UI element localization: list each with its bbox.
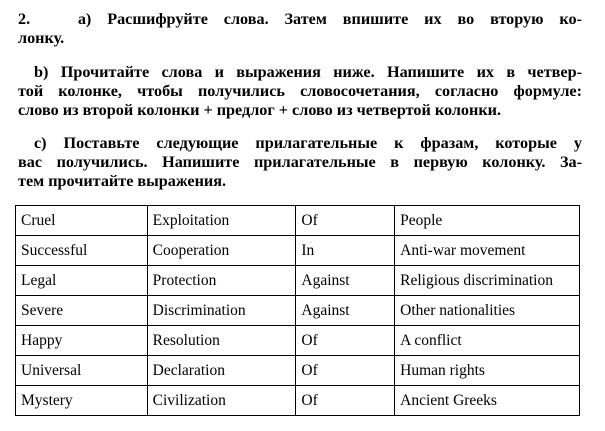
word-table (15, 205, 580, 416)
noun-cell: Discrimination (147, 296, 296, 326)
object-cell: Religious discrimination (395, 266, 580, 296)
object-cell: Other nationalities (395, 296, 580, 326)
table-row (16, 236, 580, 266)
object-cell: A conflict (395, 326, 580, 356)
table-row (16, 296, 580, 326)
adjective-cell: Happy (16, 326, 148, 356)
noun-cell: Declaration (147, 356, 296, 386)
noun-cell: Civilization (147, 386, 296, 416)
preposition-cell: Of (296, 326, 395, 356)
table-row (16, 356, 580, 386)
part-a-line-2: лонку. (18, 29, 65, 47)
object-cell: Ancient Greeks (395, 386, 580, 416)
preposition-cell: Of (296, 206, 395, 236)
part-a-label: a) (77, 10, 92, 28)
adjective-cell: Mystery (16, 386, 148, 416)
noun-cell: Resolution (147, 326, 296, 356)
exercise-part-c (18, 134, 582, 191)
part-a-line-1 (18, 10, 582, 29)
table-row (16, 386, 580, 416)
preposition-cell: Against (296, 296, 395, 326)
noun-cell: Protection (147, 266, 296, 296)
adjective-cell: Cruel (16, 206, 148, 236)
object-cell: Anti-war movement (395, 236, 580, 266)
part-c-line-1: с) Поставьте следующие прилагательные к фразам, которые у (34, 134, 582, 152)
table-row (16, 266, 580, 296)
part-a-text-line-1: Расшифруйте слова. Затем впишите их во вторую ко- (107, 10, 583, 28)
adjective-cell: Legal (16, 266, 148, 296)
adjective-cell: Universal (16, 356, 148, 386)
noun-cell: Cooperation (147, 236, 296, 266)
exercise-part-b (18, 63, 582, 120)
preposition-cell: Of (296, 356, 395, 386)
part-c-line-2: вас получились. Напишите прилагательные в первую колонку. За- (18, 153, 582, 171)
adjective-cell: Severe (16, 296, 148, 326)
part-b-line-3: слово из второй колонки + предлог + слово из четвертой колонки. (18, 101, 502, 119)
adjective-cell: Successful (16, 236, 148, 266)
table-row (16, 206, 580, 236)
noun-cell: Exploitation (147, 206, 296, 236)
object-cell: People (395, 206, 580, 236)
part-b-line-1: b) Прочитайте слова и выражения ниже. Напишите их в четвер- (34, 63, 582, 81)
table-row (16, 326, 580, 356)
part-c-line-3: тем прочитайте выражения. (18, 172, 227, 190)
preposition-cell: Against (296, 266, 395, 296)
object-cell: Human rights (395, 356, 580, 386)
exercise-part-a (18, 10, 582, 48)
preposition-cell: Of (296, 386, 395, 416)
exercise-number: 2. (18, 10, 31, 28)
part-b-line-2: той колонке, чтобы получились словосочетания, согласно формуле: (18, 82, 582, 100)
preposition-cell: In (296, 236, 395, 266)
